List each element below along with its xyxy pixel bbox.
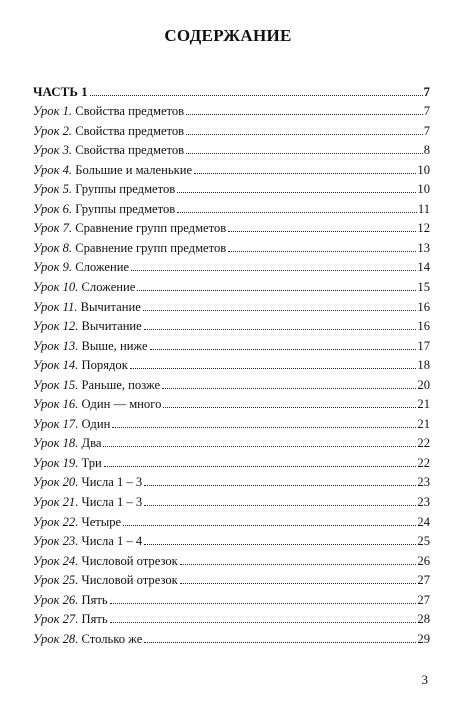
lesson-number: Урок 6. [33, 201, 73, 216]
lesson-title [33, 397, 161, 411]
toc-entry [33, 157, 430, 177]
dot-leader [131, 269, 416, 271]
lesson-name: Числа 1 – 4 [78, 534, 143, 549]
lesson-title [33, 104, 184, 118]
page-title: СОДЕРЖАНИЕ [164, 26, 292, 45]
lesson-number: Урок 27. [33, 612, 79, 627]
lesson-number: Урок 8. [33, 240, 73, 255]
dot-leader [144, 504, 416, 506]
lesson-page-number: 25 [417, 534, 430, 549]
dot-leader [137, 289, 416, 291]
toc-entry [33, 255, 430, 275]
lesson-number: Урок 12. [33, 319, 79, 334]
lesson-name: Пять [78, 612, 108, 627]
lesson-title [33, 612, 108, 626]
lesson-page-number: 28 [417, 612, 430, 627]
dot-leader [177, 211, 417, 213]
lesson-title [33, 300, 141, 314]
toc-entry [33, 177, 430, 197]
lesson-page-number: 18 [417, 358, 430, 373]
lesson-number: Урок 16. [33, 397, 79, 412]
dot-leader [110, 602, 417, 604]
lesson-number: Урок 15. [33, 377, 79, 392]
dot-leader [177, 191, 416, 193]
lesson-title [33, 495, 142, 509]
toc-entry [33, 99, 430, 119]
dot-leader [144, 543, 416, 545]
lesson-title [33, 163, 192, 177]
lesson-page-number: 14 [417, 260, 430, 275]
lesson-number: Урок 3. [33, 143, 73, 158]
dot-leader [123, 524, 416, 526]
lesson-page-number: 16 [417, 299, 430, 314]
lesson-page-number: 26 [417, 553, 430, 568]
lesson-page-number: 17 [417, 338, 430, 353]
dot-leader [104, 465, 417, 467]
lesson-page-number: 29 [417, 631, 430, 646]
lesson-number: Урок 1. [33, 104, 73, 119]
lesson-page-number: 7 [423, 123, 430, 138]
lesson-name: Свойства предметов [72, 143, 185, 158]
lesson-page-number: 7 [423, 104, 430, 119]
toc-entry [33, 587, 430, 607]
lesson-name: Свойства предметов [72, 123, 185, 138]
lesson-name: Сложение [72, 260, 130, 275]
lesson-page-number: 21 [417, 416, 430, 431]
lesson-title [33, 319, 142, 333]
lesson-number: Урок 21. [33, 495, 79, 510]
dot-leader [110, 621, 417, 623]
lesson-page-number: 12 [417, 221, 430, 236]
lesson-number: Урок 24. [33, 553, 79, 568]
lesson-name: Выше, ниже [78, 338, 148, 353]
lesson-number: Урок 14. [33, 358, 79, 373]
lesson-page-number: 11 [417, 201, 430, 216]
lesson-title [33, 143, 184, 157]
lesson-page-number: 27 [417, 592, 430, 607]
lesson-name: Один [78, 416, 111, 431]
lesson-page-number: 10 [417, 162, 430, 177]
toc-entry [33, 392, 430, 412]
toc-entry [33, 470, 430, 490]
lesson-name: Вычитание [78, 319, 142, 334]
lesson-number: Урок 9. [33, 260, 73, 275]
toc-entry [33, 118, 430, 138]
lesson-title [33, 202, 175, 216]
table-of-contents [33, 79, 430, 646]
lesson-number: Урок 17. [33, 416, 79, 431]
lesson-page-number: 27 [417, 573, 430, 588]
dot-leader [144, 328, 417, 330]
lesson-name: Числа 1 – 3 [78, 475, 143, 490]
toc-entry [33, 294, 430, 314]
toc-entry [33, 274, 430, 294]
lesson-title [33, 417, 110, 431]
lesson-title [33, 339, 148, 353]
toc-entry [33, 489, 430, 509]
dot-leader [150, 348, 417, 350]
part-label: ЧАСТЬ 1 [33, 83, 88, 99]
dot-leader [143, 309, 417, 311]
lesson-page-number: 23 [417, 495, 430, 510]
dot-leader [186, 133, 423, 135]
lesson-page-number: 20 [417, 377, 430, 392]
lesson-number: Урок 10. [33, 280, 79, 295]
lesson-name: Три [78, 455, 102, 470]
lesson-page-number: 15 [417, 280, 430, 295]
toc-entry [33, 216, 430, 236]
dot-leader [228, 230, 416, 232]
lesson-number: Урок 2. [33, 123, 73, 138]
dot-leader [163, 406, 416, 408]
toc-entry [33, 314, 430, 334]
lesson-number: Урок 26. [33, 592, 79, 607]
toc-entry [33, 548, 430, 568]
lesson-name: Сравнение групп предметов [72, 221, 227, 236]
lesson-number: Урок 25. [33, 573, 79, 588]
dot-leader [186, 152, 423, 154]
lesson-name: Порядок [78, 358, 128, 373]
dot-leader [103, 445, 416, 447]
lesson-number: Урок 19. [33, 455, 79, 470]
toc-entry [33, 568, 430, 588]
lesson-title [33, 124, 184, 138]
lesson-title [33, 554, 178, 568]
lesson-page-number: 23 [417, 475, 430, 490]
lesson-number: Урок 13. [33, 338, 79, 353]
lesson-title [33, 515, 121, 529]
part-page-number: 7 [423, 83, 430, 99]
dot-leader [144, 641, 416, 643]
lesson-page-number: 24 [417, 514, 430, 529]
lesson-number: Урок 28. [33, 631, 79, 646]
lesson-number: Урок 18. [33, 436, 79, 451]
toc-entry [33, 509, 430, 529]
lesson-title [33, 182, 175, 196]
lesson-name: Группы предметов [72, 201, 176, 216]
toc-entry [33, 138, 430, 158]
toc-entry [33, 626, 430, 646]
dot-leader [180, 582, 417, 584]
toc-entry [33, 431, 430, 451]
lesson-name: Сложение [78, 280, 136, 295]
dot-leader [228, 250, 416, 252]
toc-entry [33, 607, 430, 627]
lesson-page-number: 8 [423, 143, 430, 158]
lesson-name: Четыре [78, 514, 122, 529]
lesson-name: Числовой отрезок [78, 553, 178, 568]
lesson-number: Урок 5. [33, 182, 73, 197]
lesson-number: Урок 20. [33, 475, 79, 490]
lesson-name: Числовой отрезок [78, 573, 178, 588]
lesson-title [33, 534, 142, 548]
lesson-title [33, 260, 129, 274]
lesson-title [33, 436, 101, 450]
lesson-name: Два [78, 436, 102, 451]
lesson-title [33, 221, 226, 235]
lesson-number: Урок 22. [33, 514, 79, 529]
lesson-page-number: 10 [417, 182, 430, 197]
lesson-name: Сравнение групп предметов [72, 240, 227, 255]
lesson-title [33, 358, 128, 372]
lesson-page-number: 21 [417, 397, 430, 412]
lesson-name: Числа 1 – 3 [78, 495, 143, 510]
lesson-title [33, 378, 160, 392]
page-number: 3 [421, 672, 428, 687]
lesson-title [33, 280, 135, 294]
lesson-name: Большие и маленькие [72, 162, 193, 177]
lesson-name: Вычитание [77, 299, 141, 314]
lesson-name: Группы предметов [72, 182, 176, 197]
toc-entry [33, 411, 430, 431]
lesson-name: Один — много [78, 397, 162, 412]
lesson-name: Свойства предметов [72, 104, 185, 119]
lesson-title [33, 475, 142, 489]
lesson-number: Урок 4. [33, 162, 73, 177]
toc-entry [33, 450, 430, 470]
lesson-title [33, 593, 108, 607]
toc-entry [33, 529, 430, 549]
lesson-number: Урок 23. [33, 534, 79, 549]
lesson-name: Пять [78, 592, 108, 607]
lesson-number: Урок 7. [33, 221, 73, 236]
lesson-title [33, 573, 178, 587]
toc-entry [33, 196, 430, 216]
dot-leader [130, 367, 417, 369]
lesson-name: Раньше, позже [78, 377, 161, 392]
dot-leader [180, 563, 417, 565]
lesson-name: Столько же [78, 631, 143, 646]
lesson-title [33, 456, 102, 470]
dot-leader [162, 387, 416, 389]
toc-part-entry [33, 79, 430, 99]
toc-entry [33, 372, 430, 392]
lesson-page-number: 13 [417, 240, 430, 255]
toc-entry [33, 333, 430, 353]
lesson-title [33, 241, 226, 255]
dot-leader [186, 113, 423, 115]
lesson-title [33, 632, 142, 646]
toc-entry [33, 353, 430, 373]
dot-leader [144, 484, 416, 486]
toc-entry [33, 235, 430, 255]
dot-leader [194, 172, 416, 174]
lesson-page-number: 16 [417, 319, 430, 334]
dot-leader [90, 94, 423, 96]
lesson-page-number: 22 [417, 436, 430, 451]
dot-leader [112, 426, 416, 428]
lesson-number: Урок 11. [33, 299, 78, 314]
lesson-page-number: 22 [417, 455, 430, 470]
